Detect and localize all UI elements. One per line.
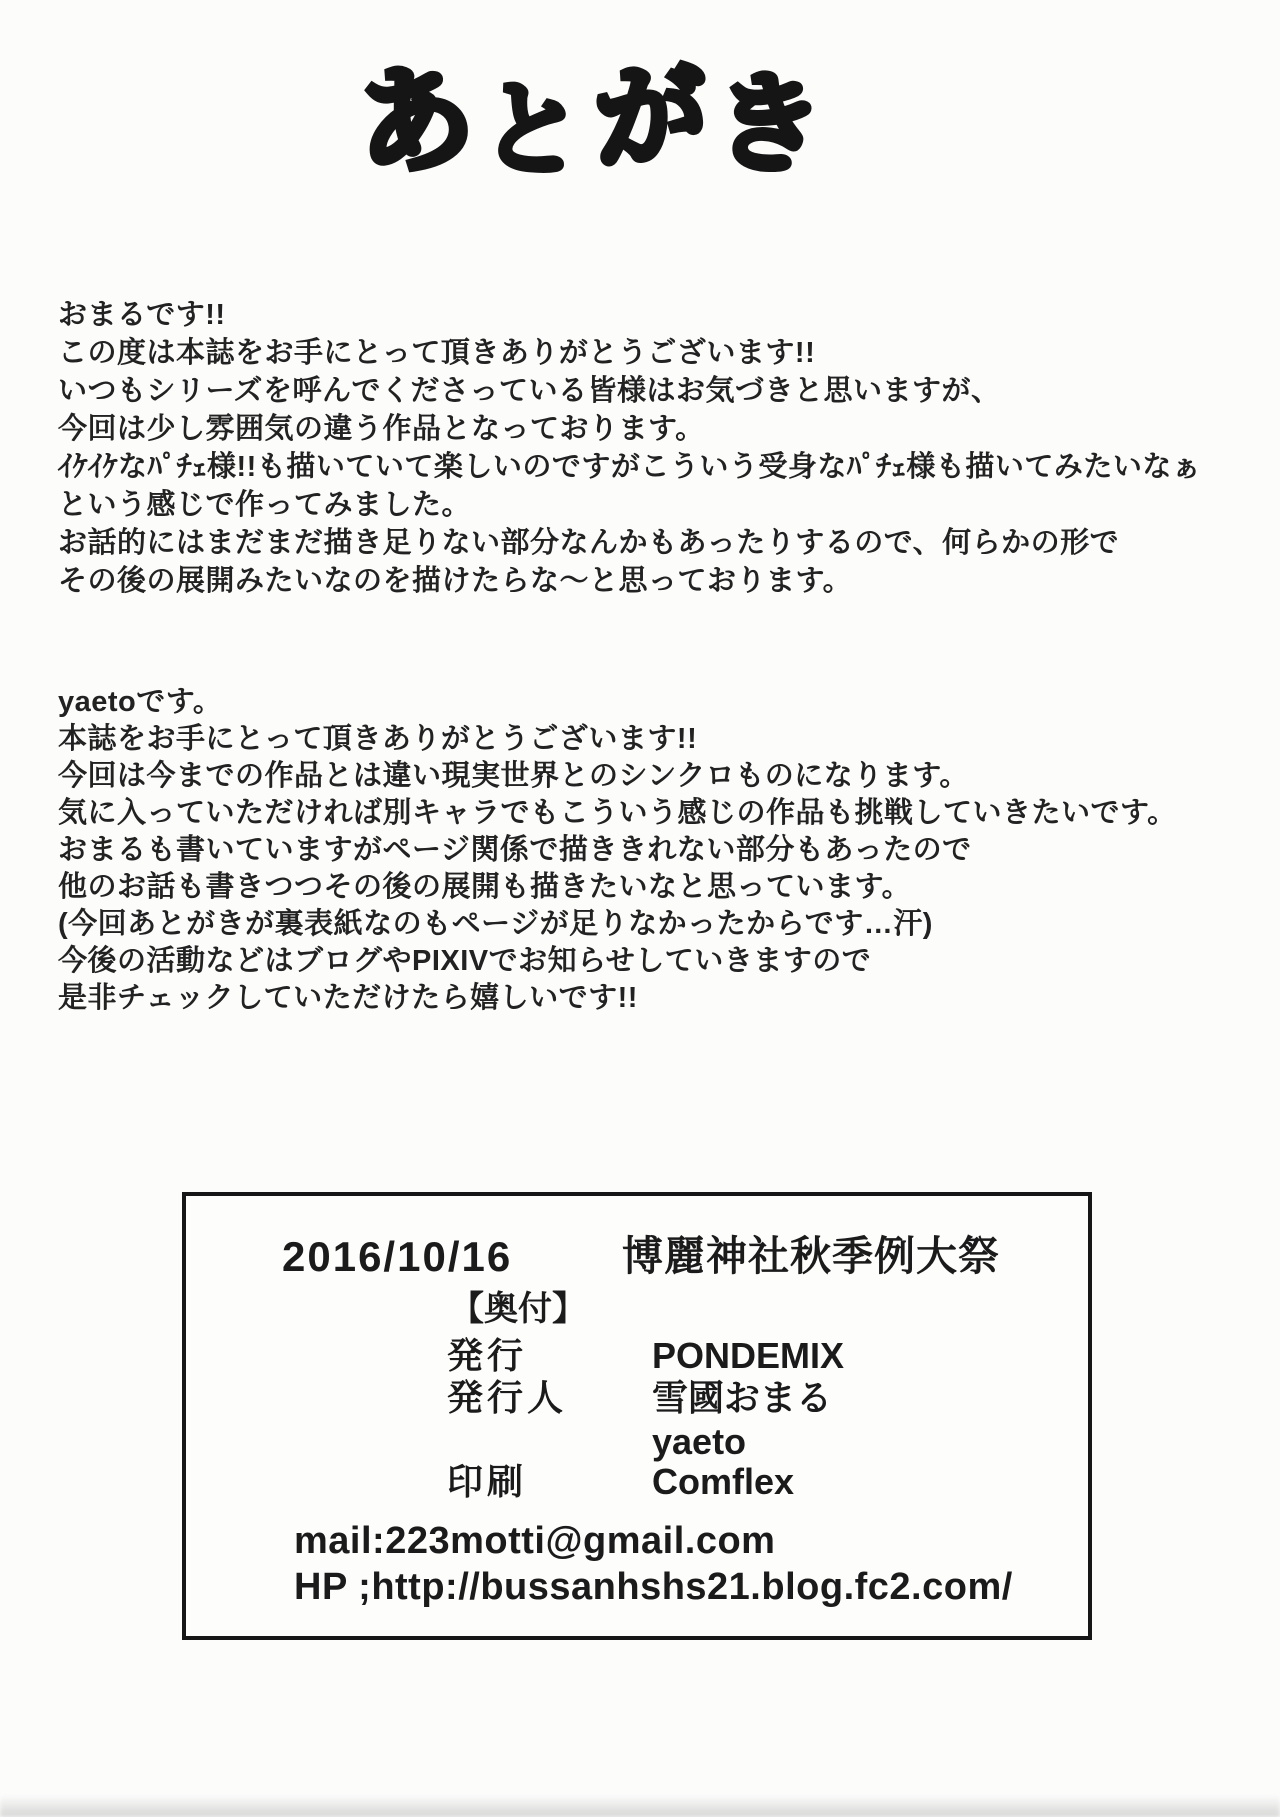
event-date: 2016/10/16	[282, 1233, 513, 1280]
homepage-url: HP ;http://bussanhshs21.blog.fc2.com/	[294, 1566, 1013, 1608]
text-line: おまるです!!	[58, 299, 226, 331]
entry-value: 雪國おまる	[652, 1377, 833, 1418]
entry-value: yaeto	[652, 1421, 747, 1462]
text-line: 是非チェックしていただけたら嬉しいです!!	[58, 982, 638, 1014]
text-line: 今回は少し雰囲気の違う作品となっております。	[58, 413, 705, 445]
text-line: 今回は今までの作品とは違い現実世界とのシンクロものになります。	[58, 760, 969, 792]
text-line: その後の展開みたいなのを描けたらな～と思っております。	[58, 565, 853, 597]
text-line: 他のお話も書きつつその後の展開も描きたいなと思っています。	[58, 871, 912, 903]
colophon-entry	[447, 1421, 747, 1462]
entry-value: Comflex	[652, 1461, 795, 1502]
text-line: yaetoです。	[58, 686, 223, 718]
text-line: いつもシリーズを呼んでくださっている皆様はお気づきと思いますが、	[58, 375, 1001, 407]
text-line: 本誌をお手にとって頂きありがとうございます!!	[58, 723, 698, 755]
contact-email: mail:223motti@gmail.com	[294, 1520, 776, 1562]
text-line: 気に入っていただければ別キャラでもこういう感じの作品も挑戦していきたいです。	[58, 797, 1177, 829]
colophon-entry	[447, 1461, 795, 1502]
entry-label: 印刷	[447, 1461, 528, 1502]
text-line: おまるも書いていますがページ関係で描ききれない部分もあったので	[58, 834, 972, 866]
colophon-entry	[447, 1335, 845, 1376]
text-line: (今回あとがきが裏表紙なのもページが足りなかったからです…汗)	[58, 908, 933, 940]
colophon-heading: 【奥付】	[450, 1290, 586, 1328]
colophon-entry	[447, 1377, 833, 1418]
text-line: この度は本誌をお手にとって頂きありがとうございます!!	[58, 337, 816, 369]
page-title: あとがき	[349, 48, 833, 193]
entry-label: 発行人	[447, 1377, 568, 1418]
text-line: 今後の活動などはブログやPIXIVでお知らせしていきますので	[58, 945, 872, 977]
yaeto-comment-block	[58, 684, 1177, 1017]
scan-artifact-bottom	[0, 1795, 1280, 1817]
entry-value: PONDEMIX	[652, 1335, 845, 1376]
colophon-box	[182, 1192, 1092, 1640]
text-line: お話的にはまだまだ描き足りない部分なんかもあったりするので、何らかの形で	[58, 527, 1120, 559]
text-line: という感じで作ってみました。	[58, 489, 472, 521]
omaru-comment-block	[58, 296, 1201, 600]
text-line: ｲｹｲｹなﾊﾟﾁｪ様!!も描いていて楽しいのですがこういう受身なﾊﾟﾁｪ様も描いてみたいなぁ	[58, 451, 1202, 483]
entry-label: 発行	[447, 1335, 528, 1376]
event-name: 博麗神社秋季例大祭	[622, 1233, 1000, 1279]
